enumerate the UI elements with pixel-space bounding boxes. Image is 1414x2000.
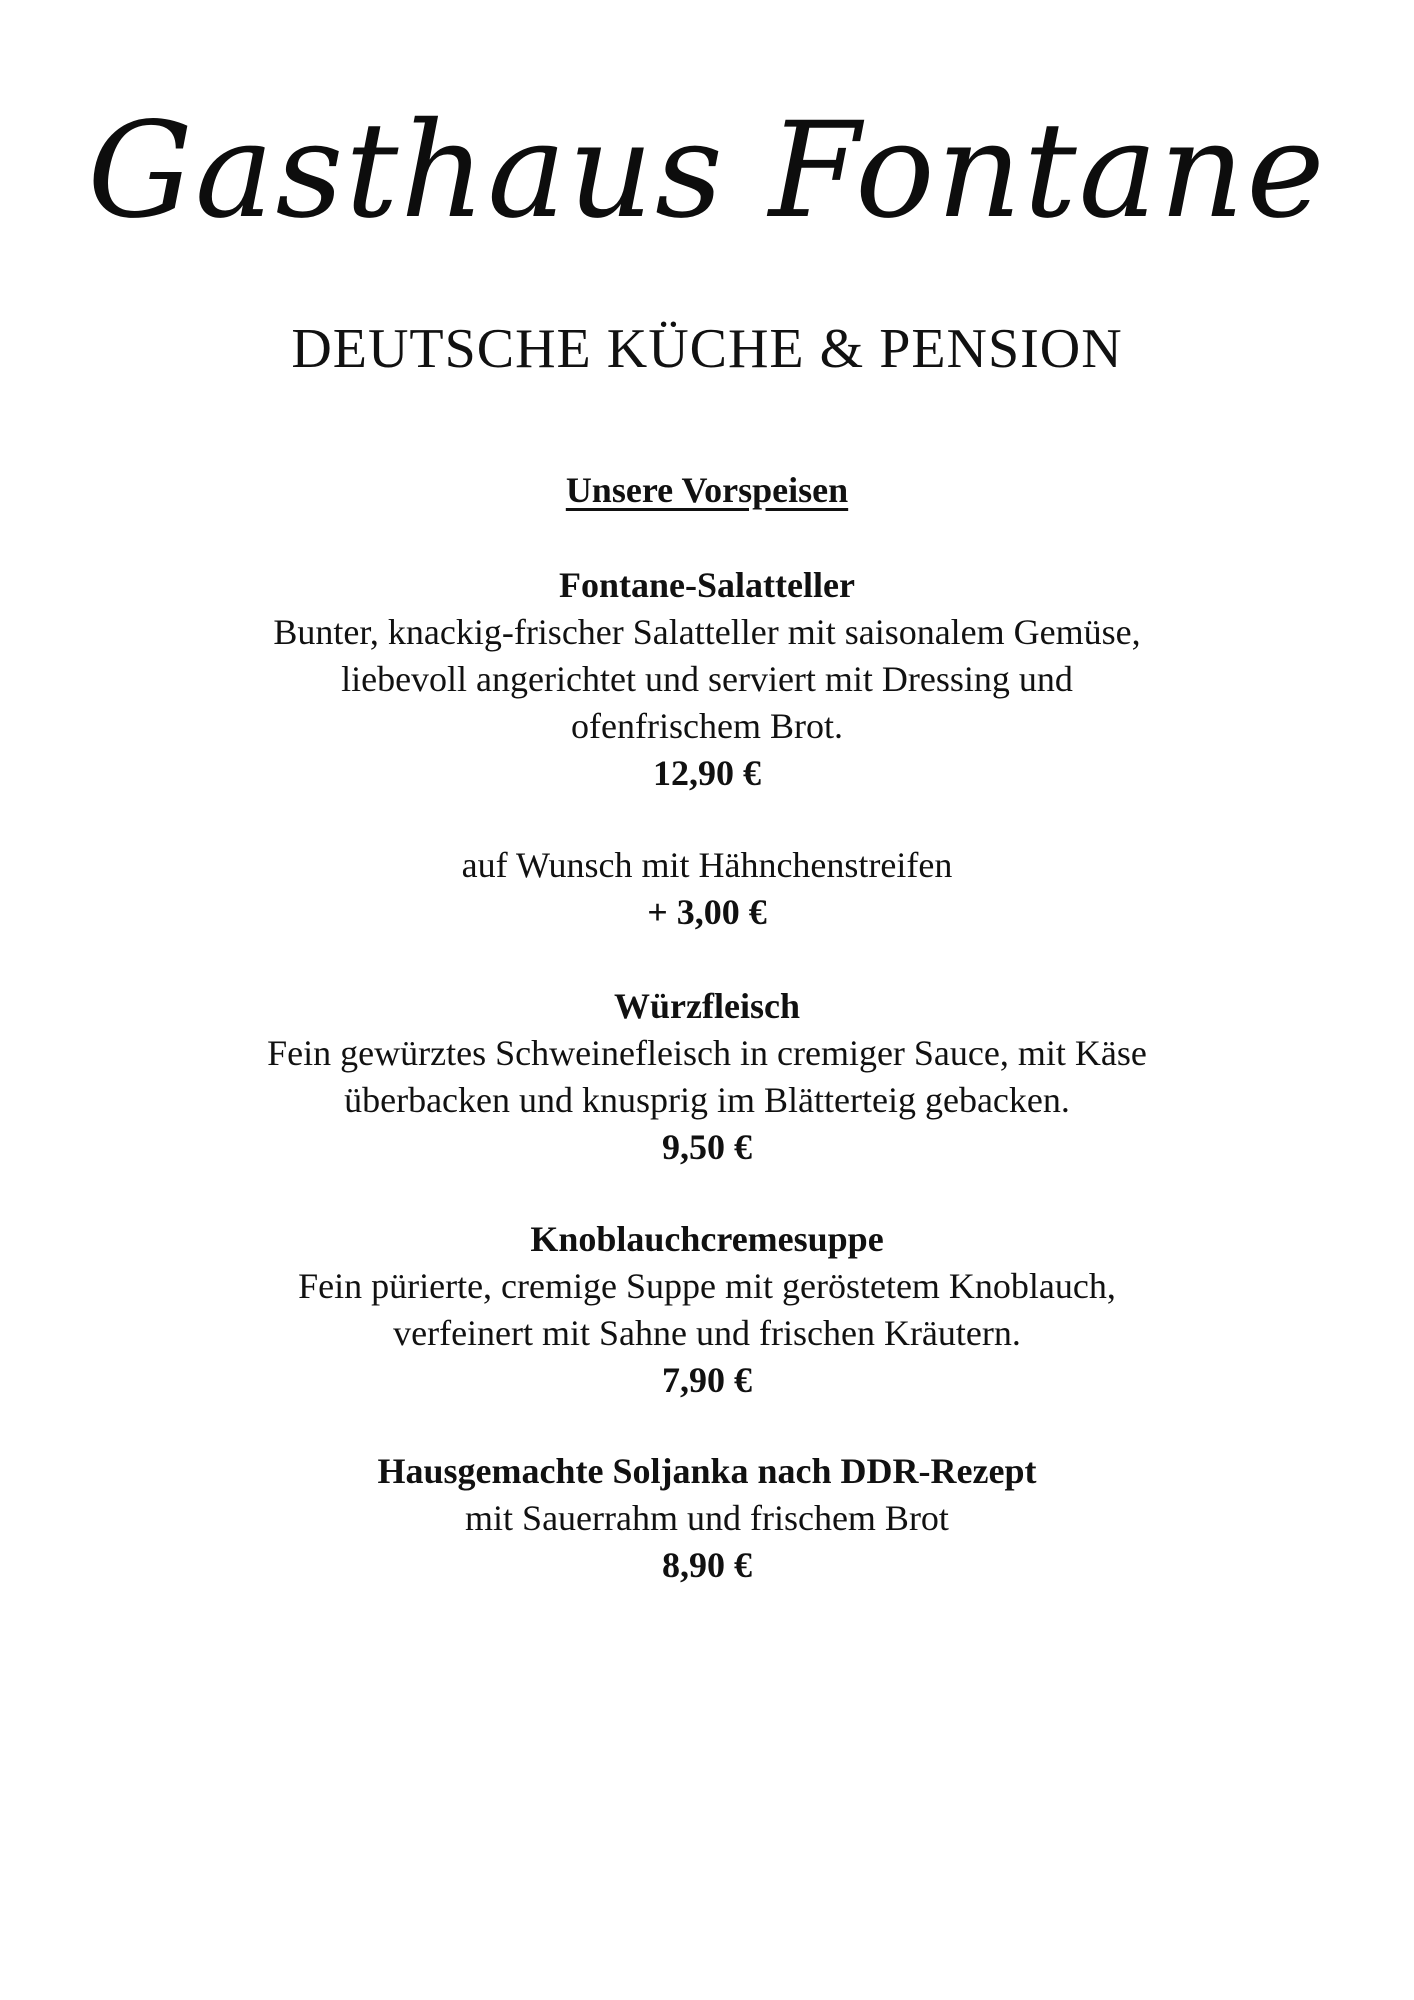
section-title: Unsere Vorspeisen: [565, 470, 849, 510]
dish-description-line: Fein pürierte, cremige Suppe mit geröstetem Knoblauch,: [298, 1266, 1116, 1306]
restaurant-tagline: DEUTSCHE KÜCHE & PENSION: [291, 318, 1123, 380]
dish-description-line: Fein gewürztes Schweinefleisch in cremiger Sauce, mit Käse: [267, 1033, 1147, 1073]
dish-description-line: mit Sauerrahm und frischem Brot: [465, 1498, 949, 1538]
dish-extra-option: [120, 842, 1294, 936]
dish-description-line: überbacken und knusprig im Blätterteig gebacken.: [344, 1080, 1070, 1120]
dish-description-line: Bunter, knackig-frischer Salatteller mit saisonalem Gemüse,: [273, 612, 1141, 652]
dish-description-line: verfeinert mit Sahne und frischen Kräutern.: [393, 1313, 1021, 1353]
dish-item: [120, 1216, 1294, 1404]
dish-item: [120, 983, 1294, 1171]
dish-item: [120, 1448, 1294, 1589]
extra-price: + 3,00 €: [647, 892, 767, 932]
dish-name: Fontane-Salatteller: [559, 565, 855, 605]
dish-name: Würzfleisch: [614, 986, 800, 1026]
dish-description-line: liebevoll angerichtet und serviert mit Dressing und: [341, 659, 1073, 699]
dish-name: Hausgemachte Soljanka nach DDR-Rezept: [377, 1451, 1037, 1491]
dish-item: [120, 562, 1294, 797]
dish-price: 9,50 €: [662, 1127, 752, 1167]
dish-description-line: ofenfrischem Brot.: [571, 706, 843, 746]
extra-label: auf Wunsch mit Hähnchenstreifen: [461, 845, 953, 885]
restaurant-name: Gasthaus Fontane: [87, 94, 1327, 248]
dish-price: 7,90 €: [662, 1360, 752, 1400]
dish-price: 8,90 €: [662, 1545, 752, 1585]
dish-price: 12,90 €: [653, 753, 761, 793]
dish-name: Knoblauchcremesuppe: [530, 1219, 884, 1259]
